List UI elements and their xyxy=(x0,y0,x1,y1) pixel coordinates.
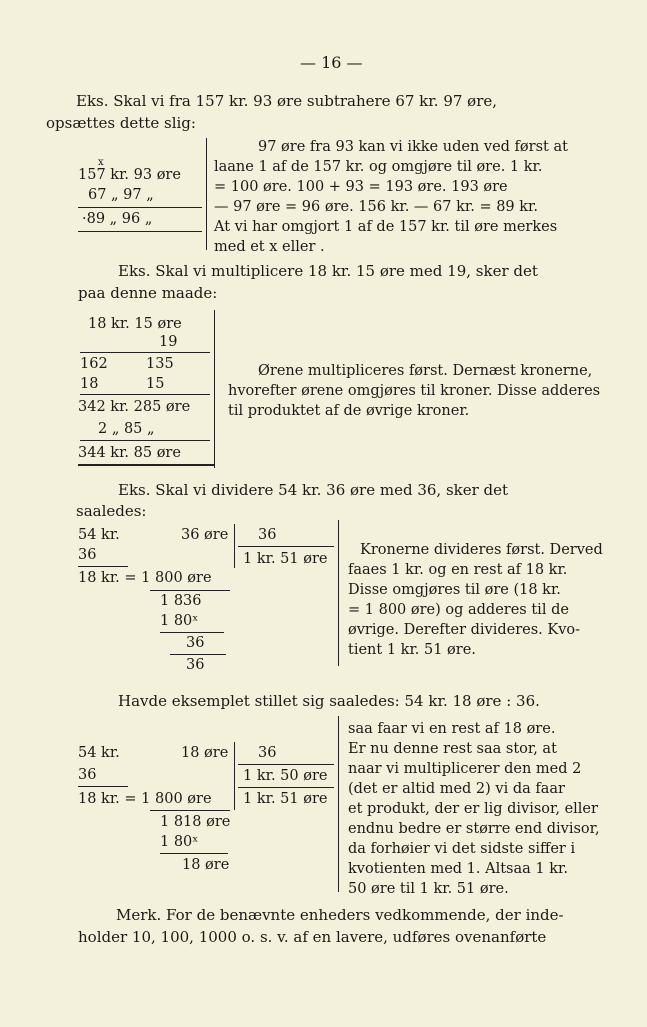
ex3-calc-row4: 1 836 xyxy=(160,593,202,609)
ex2-calc-row3a: 162 xyxy=(80,356,108,372)
ex2-expl-3: til produktet af de øvrige kroner. xyxy=(228,403,470,419)
ex4-calc-row5: 1 80ˣ xyxy=(160,834,199,850)
ex1-intro-line1: Eks. Skal vi fra 157 kr. 93 øre subtrahere 67 kr. 97 øre, xyxy=(76,92,498,110)
ex4-rule3 xyxy=(160,853,228,854)
ex2-rule2 xyxy=(80,394,210,395)
ex3-expl-6: tient 1 kr. 51 øre. xyxy=(348,642,476,658)
ex2-calc-row7: 344 kr. 85 øre xyxy=(78,445,181,461)
note-line2: holder 10, 100, 1000 o. s. v. af en lavere, udføres ovenanførte xyxy=(78,928,547,946)
ex2-rule3 xyxy=(80,440,210,441)
ex3-calc-row3: 18 kr. = 1 800 øre xyxy=(78,570,212,586)
ex4-rule1 xyxy=(78,786,128,787)
ex4-calc-row3: 18 kr. = 1 800 øre xyxy=(78,791,212,807)
ex1-expl-1: 97 øre fra 93 kan vi ikke uden ved først at xyxy=(258,139,568,155)
ex3-calc-row1b: 36 øre xyxy=(181,527,229,543)
ex4-expl-9: 50 øre til 1 kr. 51 øre. xyxy=(348,881,509,897)
ex4-calc-row1b: 18 øre xyxy=(181,745,229,761)
ex3-intro-line2: saaledes: xyxy=(76,502,147,520)
ex4-expl-7: da forhøier vi det sidste siffer i xyxy=(348,841,576,857)
ex1-rule-bottom xyxy=(78,231,202,232)
ex1-expl-3: = 100 øre. 100 + 93 = 193 øre. 193 øre xyxy=(214,179,508,195)
ex1-intro-line2: opsættes dette slig: xyxy=(46,114,196,132)
ex3-expl-3: Disse omgjøres til øre (18 kr. xyxy=(348,582,561,598)
ex4-expl-8: kvotienten med 1. Altsaa 1 kr. xyxy=(348,861,568,877)
ex1-expl-4: — 97 øre = 96 øre. 156 kr. — 67 kr. = 89 kr. xyxy=(214,199,538,215)
ex3-calc-row6: 36 xyxy=(186,635,205,651)
ex3-divisor: 36 xyxy=(258,527,277,543)
ex2-rule-total xyxy=(78,464,214,466)
ex3-calc-row1a: 54 kr. xyxy=(78,527,120,543)
ex1-rule xyxy=(78,207,202,208)
page-number: — 16 — xyxy=(300,53,363,72)
ex4-divisor: 36 xyxy=(258,745,277,761)
ex3-calc-row5: 1 80ˣ xyxy=(160,613,199,629)
ex3-intro-line1: Eks. Skal vi dividere 54 kr. 36 øre med 36, sker det xyxy=(118,481,509,499)
ex2-intro-line1: Eks. Skal vi multiplicere 18 kr. 15 øre med 19, sker det xyxy=(118,262,538,280)
ex4-calc-row4: 1 818 øre xyxy=(160,814,231,830)
ex2-calc-row4b: 15 xyxy=(146,376,165,392)
ex4-expl-1: saa faar vi en rest af 18 øre. xyxy=(348,721,556,737)
ex3-expl-4: = 1 800 øre) og adderes til de xyxy=(348,602,569,618)
ex4-calc-row6: 18 øre xyxy=(182,857,230,873)
ex2-expl-2: hvorefter ørene omgjøres til kroner. Disse adderes xyxy=(228,383,601,399)
ex3-expl-5: øvrige. Derefter divideres. Kvo- xyxy=(348,622,581,638)
note-line1: Merk. For de benævnte enheders vedkommende, der inde- xyxy=(116,906,564,924)
ex2-expl-1: Ørene multipliceres først. Dernæst kronerne, xyxy=(258,363,593,379)
ex3-expl-2: faaes 1 kr. og en rest af 18 kr. xyxy=(348,562,568,578)
ex1-expl-6: med et x eller . xyxy=(214,239,325,255)
ex3-rule4 xyxy=(170,654,226,655)
ex4-quot-rule xyxy=(238,764,334,765)
ex2-rule1 xyxy=(80,352,210,353)
ex2-divider xyxy=(214,310,215,468)
ex4-quot-rule2 xyxy=(238,787,334,788)
ex1-borrow-mark: x xyxy=(98,157,104,168)
ex3-rule1 xyxy=(78,566,128,567)
ex1-divider xyxy=(206,138,207,250)
ex4-intro: Havde eksemplet stillet sig saaledes: 54 kr. 18 øre : 36. xyxy=(118,692,540,710)
ex2-calc-row6: 2 „ 85 „ xyxy=(98,421,155,437)
ex1-expl-2: laane 1 af de 157 kr. og omgjøre til øre. 1 kr. xyxy=(214,159,543,175)
ex1-calc-row2: 67 „ 97 „ xyxy=(88,187,154,203)
ex1-calc-row3: ·89 „ 96 „ xyxy=(82,211,153,227)
ex1-expl-5: At vi har omgjort 1 af de 157 kr. til øre merkes xyxy=(214,219,558,235)
ex4-quotient2: 1 kr. 51 øre xyxy=(243,791,328,807)
ex4-quotient1: 1 kr. 50 øre xyxy=(243,768,328,784)
ex4-expl-3: naar vi multiplicerer den med 2 xyxy=(348,761,582,777)
ex1-calc-row1: 157 kr. 93 øre xyxy=(78,167,181,183)
ex4-expl-6: endnu bedre er større end divisor, xyxy=(348,821,600,837)
ex2-calc-row3b: 135 xyxy=(146,356,174,372)
ex2-calc-row4a: 18 xyxy=(80,376,99,392)
ex2-calc-row5: 342 kr. 285 øre xyxy=(78,399,191,415)
ex4-expl-2: Er nu denne rest saa stor, at xyxy=(348,741,557,757)
ex3-quotient: 1 kr. 51 øre xyxy=(243,551,328,567)
ex3-calc-row2: 36 xyxy=(78,547,97,563)
ex3-quot-rule xyxy=(238,546,334,547)
ex3-rule3 xyxy=(160,632,224,633)
ex4-calc-row1a: 54 kr. xyxy=(78,745,120,761)
ex4-expl-4: (det er altid med 2) vi da faar xyxy=(348,781,565,797)
ex2-calc-row2: 19 xyxy=(159,334,178,350)
ex4-calc-row2: 36 xyxy=(78,767,97,783)
ex4-rule2 xyxy=(150,810,230,811)
ex3-divider xyxy=(338,520,339,666)
ex4-expl-5: et produkt, der er lig divisor, eller xyxy=(348,801,598,817)
ex4-divider xyxy=(338,716,339,892)
ex3-rule2 xyxy=(150,590,230,591)
ex4-div-bar xyxy=(234,742,235,810)
ex3-expl-1: Kronerne divideres først. Derved xyxy=(360,542,603,558)
ex3-calc-row7: 36 xyxy=(186,657,205,673)
ex2-intro-line2: paa denne maade: xyxy=(78,284,218,302)
ex3-div-bar xyxy=(234,524,235,568)
ex2-calc-row1: 18 kr. 15 øre xyxy=(88,316,182,332)
